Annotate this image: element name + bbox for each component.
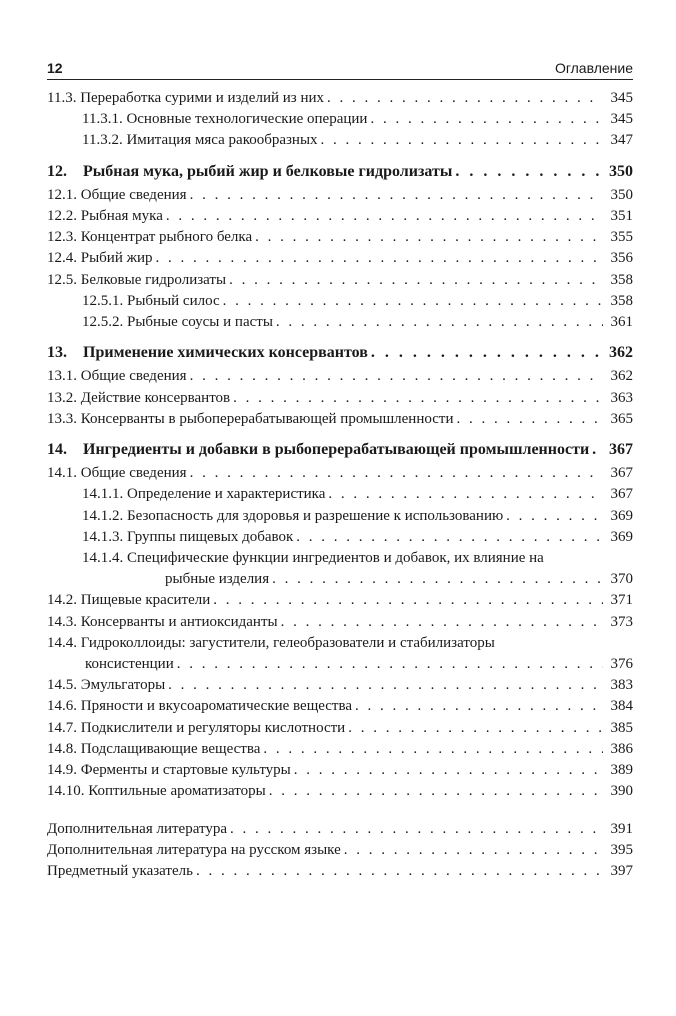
toc-line bbox=[47, 342, 633, 363]
dot-leader bbox=[269, 781, 603, 802]
subsection-entry bbox=[47, 527, 633, 548]
subsection-entry bbox=[47, 484, 633, 505]
toc-page-number: 347 bbox=[610, 132, 633, 149]
toc-page-number: 363 bbox=[610, 389, 633, 406]
toc-entry-title: Дополнительная литература bbox=[47, 820, 227, 837]
section-entry bbox=[47, 781, 633, 802]
toc-line bbox=[47, 654, 633, 675]
toc-line bbox=[47, 861, 633, 882]
toc-entry-title: 11.3.1. Основные технологические операции bbox=[82, 111, 368, 128]
running-title: Оглавление bbox=[554, 60, 633, 76]
toc-entry-title: 14.1.4. Специфические функции ингредиентов и добавок, их влияние на bbox=[82, 550, 544, 567]
section-entry bbox=[47, 696, 633, 717]
toc-entry-title: 13.3. Консерванты в рыбоперерабатывающей промышленности bbox=[47, 410, 454, 427]
toc-line bbox=[47, 366, 633, 387]
section-entry bbox=[47, 206, 633, 227]
toc-page-number: 345 bbox=[610, 111, 633, 128]
toc-entry-title: консистенции bbox=[85, 656, 174, 673]
toc-page-number: 367 bbox=[609, 441, 633, 459]
section-entry bbox=[47, 463, 633, 484]
toc-page-number: 389 bbox=[610, 762, 633, 779]
toc-line bbox=[82, 291, 633, 312]
chapter-number: 13. bbox=[47, 344, 67, 362]
toc-page-number: 386 bbox=[610, 740, 633, 757]
toc-page-number: 351 bbox=[610, 208, 633, 225]
page-header bbox=[47, 58, 633, 80]
toc-entry-title: 14.1.3. Группы пищевых добавок bbox=[82, 528, 294, 545]
dot-leader bbox=[371, 342, 603, 363]
section-entry bbox=[47, 248, 633, 269]
toc-page-number: 350 bbox=[609, 162, 633, 180]
toc-entry-title: 13.1. Общие сведения bbox=[47, 368, 187, 385]
toc-page-number: 373 bbox=[610, 613, 633, 630]
back-matter-entry bbox=[47, 861, 633, 882]
chapter-title bbox=[47, 161, 455, 182]
toc-entry-title: 14.6. Пряности и вкусоароматические вещества bbox=[47, 698, 353, 715]
chapter-entry bbox=[47, 342, 633, 363]
dot-leader bbox=[281, 612, 603, 633]
toc-line bbox=[82, 484, 633, 505]
toc-line bbox=[47, 463, 633, 484]
section-entry bbox=[47, 760, 633, 781]
dot-leader bbox=[456, 409, 603, 430]
toc-entry-title: 14.5. Эмульгаторы bbox=[47, 677, 166, 694]
subsection-entry bbox=[47, 291, 633, 312]
section-entry bbox=[47, 739, 633, 760]
toc-entry-title: 12.5. Белковые гидролизаты bbox=[47, 271, 227, 288]
dot-leader bbox=[328, 484, 603, 505]
toc-line bbox=[47, 696, 633, 717]
toc-page-number: 362 bbox=[609, 344, 633, 362]
toc-line bbox=[47, 88, 633, 109]
toc-entry-title: 14.8. Подслащивающие вещества bbox=[47, 740, 261, 757]
toc-line bbox=[47, 388, 633, 409]
toc-page-number: 355 bbox=[610, 229, 633, 246]
dot-leader bbox=[455, 161, 603, 182]
page-number: 12 bbox=[47, 60, 63, 76]
section-entry bbox=[47, 612, 633, 633]
toc-line bbox=[47, 227, 633, 248]
toc-page-number: 356 bbox=[610, 250, 633, 267]
dot-leader bbox=[296, 527, 603, 548]
toc-page-number: 362 bbox=[610, 368, 633, 385]
back-matter-entry bbox=[47, 819, 633, 840]
dot-leader bbox=[344, 840, 603, 861]
toc-entry-title: 12.5.1. Рыбный силос bbox=[82, 292, 220, 309]
section-entry bbox=[47, 718, 633, 739]
subsection-entry bbox=[47, 506, 633, 527]
toc-page-number: 371 bbox=[610, 592, 633, 609]
toc-line bbox=[47, 161, 633, 182]
header-rule bbox=[47, 79, 633, 80]
dot-leader bbox=[327, 88, 603, 109]
dot-leader bbox=[233, 388, 603, 409]
chapter-number: 12. bbox=[47, 162, 67, 180]
toc-page-number: 391 bbox=[610, 820, 633, 837]
toc-line bbox=[47, 760, 633, 781]
toc-page-number: 376 bbox=[610, 656, 633, 673]
toc-line bbox=[47, 675, 633, 696]
toc-line bbox=[47, 206, 633, 227]
chapter-title-text: Ингредиенты и добавки в рыбоперерабатывающей промышленности bbox=[83, 441, 590, 459]
subsection-entry bbox=[47, 109, 633, 130]
toc-page-number: 365 bbox=[610, 410, 633, 427]
chapter-entry bbox=[47, 161, 633, 182]
toc-page-number: 383 bbox=[610, 677, 633, 694]
dot-leader bbox=[190, 185, 603, 206]
toc-line bbox=[47, 185, 633, 206]
toc-entry-title: 14.1.2. Безопасность для здоровья и разрешение к использованию bbox=[82, 507, 504, 524]
toc-line bbox=[82, 312, 633, 333]
dot-leader bbox=[213, 590, 603, 611]
toc-entry-title: 13.2. Действие консервантов bbox=[47, 389, 231, 406]
section-entry bbox=[47, 88, 633, 109]
dot-leader bbox=[355, 696, 603, 717]
toc-entry-title: 12.5.2. Рыбные соусы и пасты bbox=[82, 314, 273, 331]
toc-line bbox=[82, 527, 633, 548]
toc-page-number: 384 bbox=[610, 698, 633, 715]
section-entry bbox=[47, 388, 633, 409]
toc-page-number: 358 bbox=[610, 271, 633, 288]
dot-leader bbox=[272, 569, 603, 590]
toc-page-number: 385 bbox=[610, 719, 633, 736]
toc-entry-title: 14.7. Подкислители и регуляторы кислотности bbox=[47, 719, 346, 736]
dot-leader bbox=[223, 291, 603, 312]
toc-line bbox=[47, 718, 633, 739]
toc-entry-title: 14.2. Пищевые красители bbox=[47, 592, 211, 609]
toc-line bbox=[47, 248, 633, 269]
toc-entry-title: 14.9. Ферменты и стартовые культуры bbox=[47, 762, 291, 779]
dot-leader bbox=[321, 130, 603, 151]
toc-line bbox=[47, 409, 633, 430]
dot-leader bbox=[229, 270, 603, 291]
dot-leader bbox=[294, 760, 603, 781]
section-entry bbox=[47, 633, 633, 675]
dot-leader bbox=[263, 739, 603, 760]
toc-entry-title: Предметный указатель bbox=[47, 862, 193, 879]
section-entry bbox=[47, 185, 633, 206]
toc-entry-title: 14.1.1. Определение и характеристика bbox=[82, 486, 326, 503]
toc-page-number: 367 bbox=[610, 465, 633, 482]
toc-entry-title: 14.1. Общие сведения bbox=[47, 465, 187, 482]
dot-leader bbox=[255, 227, 603, 248]
section-entry bbox=[47, 590, 633, 611]
toc-entry-title: 12.1. Общие сведения bbox=[47, 186, 187, 203]
toc-page-number: 345 bbox=[610, 90, 633, 106]
section-entry bbox=[47, 675, 633, 696]
chapter-title bbox=[47, 439, 592, 460]
chapter-number: 14. bbox=[47, 441, 67, 459]
dot-leader bbox=[190, 463, 603, 484]
subsection-entry bbox=[47, 312, 633, 333]
toc-page-number: 367 bbox=[610, 486, 633, 503]
chapter-entry bbox=[47, 439, 633, 460]
dot-leader bbox=[348, 718, 603, 739]
toc-page-number: 397 bbox=[610, 862, 633, 879]
toc-page-number: 370 bbox=[610, 571, 633, 588]
dot-leader bbox=[166, 206, 603, 227]
toc-line bbox=[82, 130, 633, 151]
toc-line bbox=[82, 109, 633, 130]
table-of-contents bbox=[47, 88, 633, 882]
toc-line bbox=[47, 739, 633, 760]
section-entry bbox=[47, 270, 633, 291]
toc-line bbox=[47, 612, 633, 633]
toc-line bbox=[47, 590, 633, 611]
dot-leader bbox=[196, 861, 603, 882]
toc-entry-title: 12.2. Рыбная мука bbox=[47, 208, 163, 225]
subsection-entry bbox=[47, 130, 633, 151]
dot-leader bbox=[276, 312, 603, 333]
dot-leader bbox=[177, 654, 603, 675]
toc-entry-title: 11.3.2. Имитация мяса ракообразных bbox=[82, 132, 318, 149]
toc-page-number: 395 bbox=[610, 841, 633, 858]
toc-page-number: 361 bbox=[610, 314, 633, 331]
toc-line bbox=[47, 439, 633, 460]
back-matter-entry bbox=[47, 840, 633, 861]
chapter-title-text: Рыбная мука, рыбий жир и белковые гидролизаты bbox=[83, 162, 453, 180]
toc-entry-title: рыбные изделия bbox=[165, 571, 270, 588]
toc-line bbox=[47, 840, 633, 861]
chapter-title bbox=[47, 342, 371, 363]
section-entry bbox=[47, 227, 633, 248]
toc-page-number: 369 bbox=[610, 528, 633, 545]
dot-leader bbox=[190, 366, 603, 387]
section-entry bbox=[47, 366, 633, 387]
dot-leader bbox=[156, 248, 604, 269]
toc-page-number: 369 bbox=[610, 507, 633, 524]
toc-entry-title: 12.3. Концентрат рыбного белка bbox=[47, 229, 253, 246]
toc-line bbox=[47, 781, 633, 802]
toc-line bbox=[82, 506, 633, 527]
dot-leader bbox=[506, 506, 603, 527]
toc-entry-title: Дополнительная литература на русском языке bbox=[47, 841, 341, 858]
toc-page-number: 390 bbox=[610, 783, 633, 800]
toc-line bbox=[47, 270, 633, 291]
toc-entry-title: 14.10. Коптильные ароматизаторы bbox=[47, 783, 266, 800]
back-matter bbox=[47, 819, 633, 883]
dot-leader bbox=[230, 819, 603, 840]
toc-entry-title: 14.4. Гидроколлоиды: загустители, гелеобразователи и стабилизаторы bbox=[47, 634, 495, 651]
toc-line bbox=[47, 819, 633, 840]
toc-page-number: 358 bbox=[610, 292, 633, 309]
toc-entry-title: 11.3. Переработка сурими и изделий из них bbox=[47, 90, 325, 106]
toc-line bbox=[82, 569, 633, 590]
subsection-entry bbox=[47, 548, 633, 590]
dot-leader bbox=[370, 109, 603, 130]
toc-entry-title: 12.4. Рыбий жир bbox=[47, 250, 153, 267]
dot-leader bbox=[592, 439, 603, 460]
dot-leader bbox=[168, 675, 603, 696]
chapter-title-text: Применение химических консервантов bbox=[83, 344, 368, 362]
toc-page-number: 350 bbox=[610, 186, 633, 203]
section-entry bbox=[47, 409, 633, 430]
toc-entry-title: 14.3. Консерванты и антиоксиданты bbox=[47, 613, 278, 630]
